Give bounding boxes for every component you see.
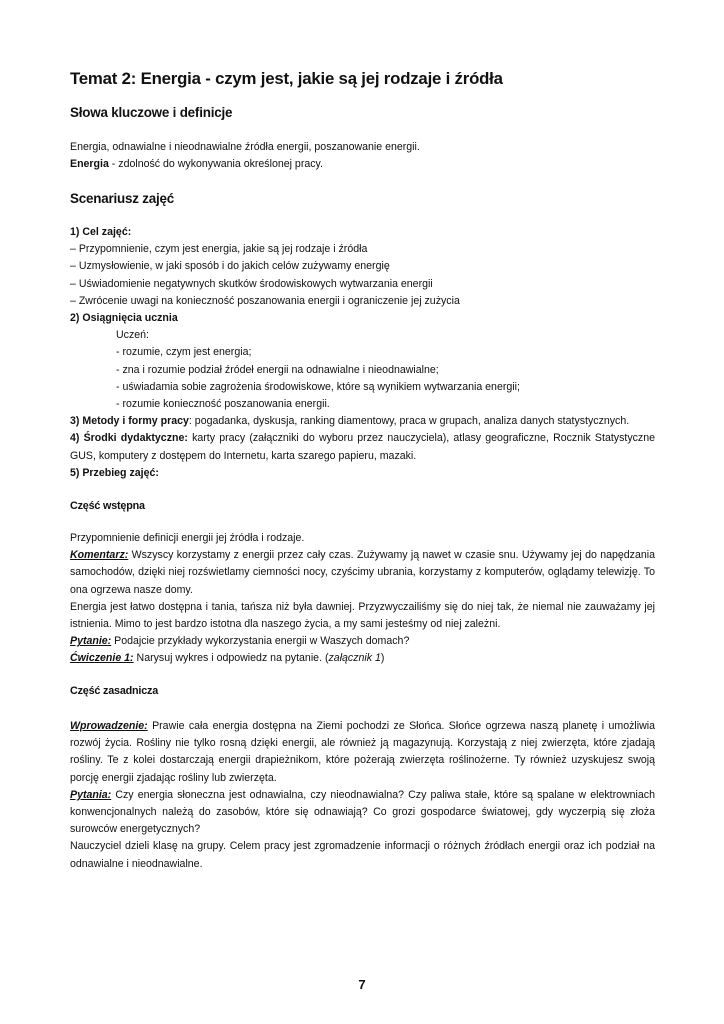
- goals-label: 1) Cel zajęć:: [70, 226, 132, 238]
- questions-paragraph: [70, 787, 655, 839]
- exercise-paragraph: [70, 650, 655, 667]
- intro-paragraph: Przypomnienie definicji energii jej źródła i rodzaje.: [70, 532, 305, 544]
- definition-text: - zdolność do wykonywania określonej pracy.: [108, 158, 323, 171]
- main-section: [70, 718, 655, 873]
- keywords-list: Energia, odnawialne i nieodnawialne źródła energii, poszanowanie energii.: [70, 141, 420, 153]
- achievement-item: - uświadamia sobie zagrożenia środowiskowe, które są wynikiem wytwarzania energii;: [116, 380, 520, 393]
- teacher-paragraph: Nauczyciel dzieli klasę na grupy. Celem pracy jest zgromadzenie informacji o różnych źródłach energii oraz ich podział na odnawialne i nieodnawialne.: [70, 840, 655, 870]
- achievements-label: 2) Osiągnięcia ucznia: [70, 312, 178, 325]
- questions-label: Pytania:: [70, 788, 112, 801]
- aids-label: 4) Środki dydaktyczne:: [70, 432, 188, 445]
- main-heading: Część zasadnicza: [70, 685, 159, 697]
- page-number: 7: [358, 977, 366, 992]
- keywords-heading: Słowa kluczowe i definicje: [70, 105, 233, 120]
- methods-line: [70, 413, 655, 430]
- intro-heading: Część wstępna: [70, 500, 145, 512]
- question-paragraph: [70, 633, 655, 650]
- goal-item: – Uzmysłowienie, w jaki sposób i do jakich celów zużywamy energię: [70, 260, 390, 273]
- achievement-item: - rozumie konieczność poszanowania energii.: [116, 398, 330, 411]
- scenario-section: [70, 224, 655, 482]
- intro-section: [70, 530, 655, 668]
- page-title: Temat 2: Energia - czym jest, jakie są jej rodzaje i źródła: [70, 69, 503, 88]
- comment-paragraph: [70, 547, 655, 599]
- student-label: Uczeń:: [116, 329, 149, 342]
- exercise-end: ): [380, 652, 385, 665]
- comment-label: Komentarz:: [70, 549, 129, 562]
- exercise-text: Narysuj wykres i odpowiedz na pytanie. (: [133, 652, 329, 665]
- introduction-paragraph: [70, 718, 655, 787]
- question-label: Pytanie:: [70, 635, 112, 648]
- achievement-item: - rozumie, czym jest energia;: [116, 346, 252, 359]
- course-label: 5) Przebieg zajęć:: [70, 466, 159, 479]
- energy-definition: [70, 156, 655, 173]
- methods-label: 3) Metody i formy pracy: [70, 415, 189, 428]
- definition-term: Energia: [70, 158, 109, 171]
- aids-paragraph: [70, 430, 655, 464]
- introduction-text: Prawie cała energia dostępna na Ziemi pochodzi ze Słońca. Słońce ogrzewa naszą planetę i umożliwia rozwój życia. Rośliny nie tylko rosną dzięki energii, ale również ją magazynują. Korzystają z niej zwierzęta, które zjadają rośliny. Te z kolei dostarczają energii drapieżnikom, które pożerają zwierzęta roślinożerne. Ty również uzyskujesz swoją porcję energii zjadając rośliny lub zwierzęta.: [70, 720, 655, 784]
- keywords-section: [70, 139, 655, 173]
- questions-text: Czy energia słoneczna jest odnawialna, czy nieodnawialna? Czy paliwa stałe, które są spalane w elektrowniach konwencjonalnych należą do zasobów, które się odnawiają? Co grozi gospodarce światowej, gdy wyczerpią się złoża surowców energetycznych?: [70, 788, 655, 836]
- aids-text: karty pracy (załączniki do wyboru przez nauczyciela), atlasy geograficzne, Rocznik Statystyczne GUS, komputery z dostępem do Internetu, karta szarego papieru, mazaki.: [70, 432, 655, 462]
- goal-item: – Zwrócenie uwagi na konieczność poszanowania energii i ograniczenie jej zużycia: [70, 294, 460, 307]
- goal-item: – Uświadomienie negatywnych skutków środowiskowych wytwarzania energii: [70, 277, 433, 290]
- scenario-heading: Scenariusz zajęć: [70, 191, 174, 206]
- goal-item: – Przypomnienie, czym jest energia, jakie są jej rodzaje i źródła: [70, 243, 368, 256]
- exercise-reference: załącznik 1: [328, 652, 381, 665]
- comment-text: Wszyscy korzystamy z energii przez cały czas. Zużywamy ją nawet w czasie snu. Używamy jej do napędzania samochodów, dzięki niej rozświetlamy ciemności nocy, czyścimy ubrania, korzystamy z komputerów, oglądamy telewizję. To ona ogrzewa nasze domy.: [70, 549, 655, 596]
- exercise-label: Ćwiczenie 1:: [70, 652, 134, 665]
- question-text: Podajcie przykłady wykorzystania energii w Waszych domach?: [111, 635, 410, 648]
- methods-text: : pogadanka, dyskusja, ranking diamentowy, praca w grupach, analiza danych statystycznych.: [188, 415, 630, 428]
- introduction-label: Wprowadzenie:: [70, 720, 148, 732]
- energy-paragraph: Energia jest łatwo dostępna i tania, tańsza niż była dawniej. Przyzwyczailiśmy się do niej tak, że niemal nie zauważamy jej istnienia. Mimo to jest bardzo istotna dla naszego życia, a my sami jesteśmy od niej zależni.: [70, 600, 655, 631]
- achievement-item: - zna i rozumie podział źródeł energii na odnawialne i nieodnawialne;: [116, 363, 439, 376]
